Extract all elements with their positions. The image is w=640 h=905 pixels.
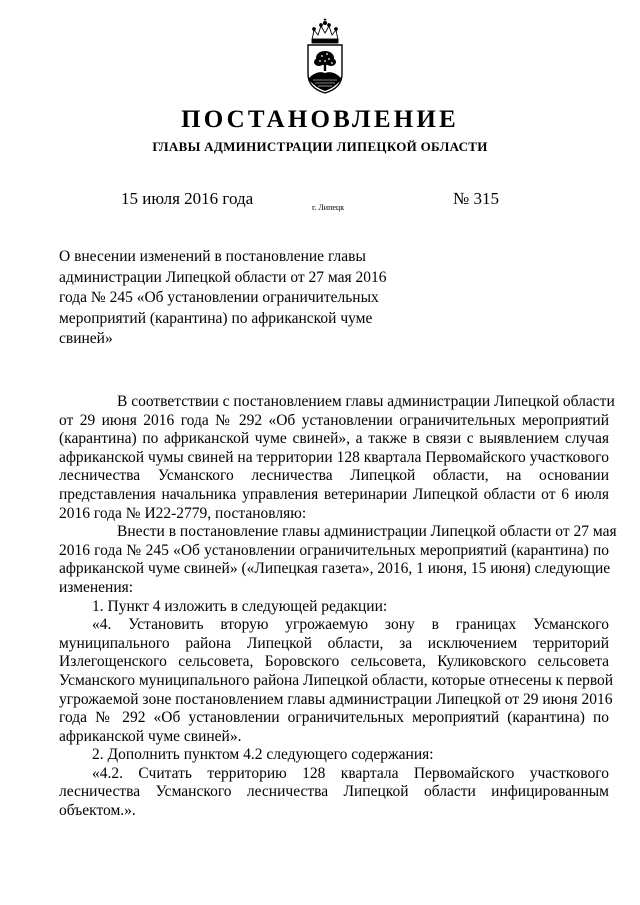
body-line: от 29 июня 2016 года № 292 «Об установлении ограничительных мероприятий [59, 411, 609, 429]
body-line: лесничества Усманского лесничества Липецкой области инфицированным [59, 783, 609, 801]
body-line: африканской чуме свиней» («Липецкая газета», 2016, 1 июня, 15 июня) следующие [59, 560, 611, 578]
body-line: 2. Дополнить пунктом 4.2 следующего содержания: [92, 746, 434, 764]
body-line: года № 292 «Об установлении ограничительных мероприятий (карантина) по [59, 709, 609, 727]
body-line: Усманского муниципального района Липецкой области, которые отнесены к первой [59, 671, 614, 689]
body-line: угрожаемой зоне постановлением главы администрации Липецкой от 29 июня 2016 [59, 690, 613, 708]
body-line: (карантина) по африканской чуме свиней», а также в связи с выявлением случая [59, 430, 609, 448]
body-line: Излегощенского сельсовета, Боровского сельсовета, Куликовского сельсовета [59, 653, 609, 671]
coat-of-arms-emblem [304, 18, 346, 94]
subject-line: администрации Липецкой области от 27 мая 2016 [59, 268, 387, 286]
body-line: африканской чуме свиней». [59, 727, 242, 745]
subject-line: О внесении изменений в постановление главы [59, 248, 366, 265]
body-line: изменения: [59, 578, 134, 596]
body-line: лесничества Усманского лесничества Липецкой области, на основании [59, 467, 609, 485]
document-body [59, 393, 617, 821]
body-line: В соответствии с постановлением главы администрации Липецкой области [117, 393, 615, 410]
body-line: представления начальника управления ветеринарии Липецкой области от 6 июля [59, 485, 609, 503]
body-line: муниципального района Липецкой области, за исключением территорий [59, 634, 609, 652]
body-line: «4.2. Считать территорию 128 квартала Первомайского участкового [92, 764, 609, 782]
body-line: «4. Установить вторую угрожаемую зону в границах Усманского [92, 616, 609, 634]
body-line: объектом.». [59, 802, 136, 820]
subject-line: года № 245 «Об установлении ограничительных [59, 289, 379, 306]
subject-line: мероприятий (карантина) по африканской чуме [59, 309, 373, 327]
body-line: Внести в постановление главы администрации Липецкой области от 27 мая [117, 523, 617, 541]
body-line: 2016 года № 245 «Об установлении ограничительных мероприятий (карантина) по [59, 541, 609, 559]
document-city: г. Липецк [312, 203, 345, 212]
issuing-authority: ГЛАВЫ АДМИНИСТРАЦИИ ЛИПЕЦКОЙ ОБЛАСТИ [152, 139, 488, 154]
document-subject [59, 247, 404, 350]
document-date: 15 июля 2016 года [121, 189, 254, 208]
document-title: ПОСТАНОВЛЕНИЕ [181, 106, 459, 133]
body-line: африканской чумы свиней на территории 128 квартала Первомайского участкового [59, 448, 609, 466]
body-line: 1. Пункт 4 изложить в следующей редакции: [92, 597, 388, 615]
document-number: № 315 [453, 189, 499, 208]
body-line: 2016 года № И22-2779, постановляю: [59, 504, 307, 522]
subject-line: свиней» [59, 330, 113, 347]
